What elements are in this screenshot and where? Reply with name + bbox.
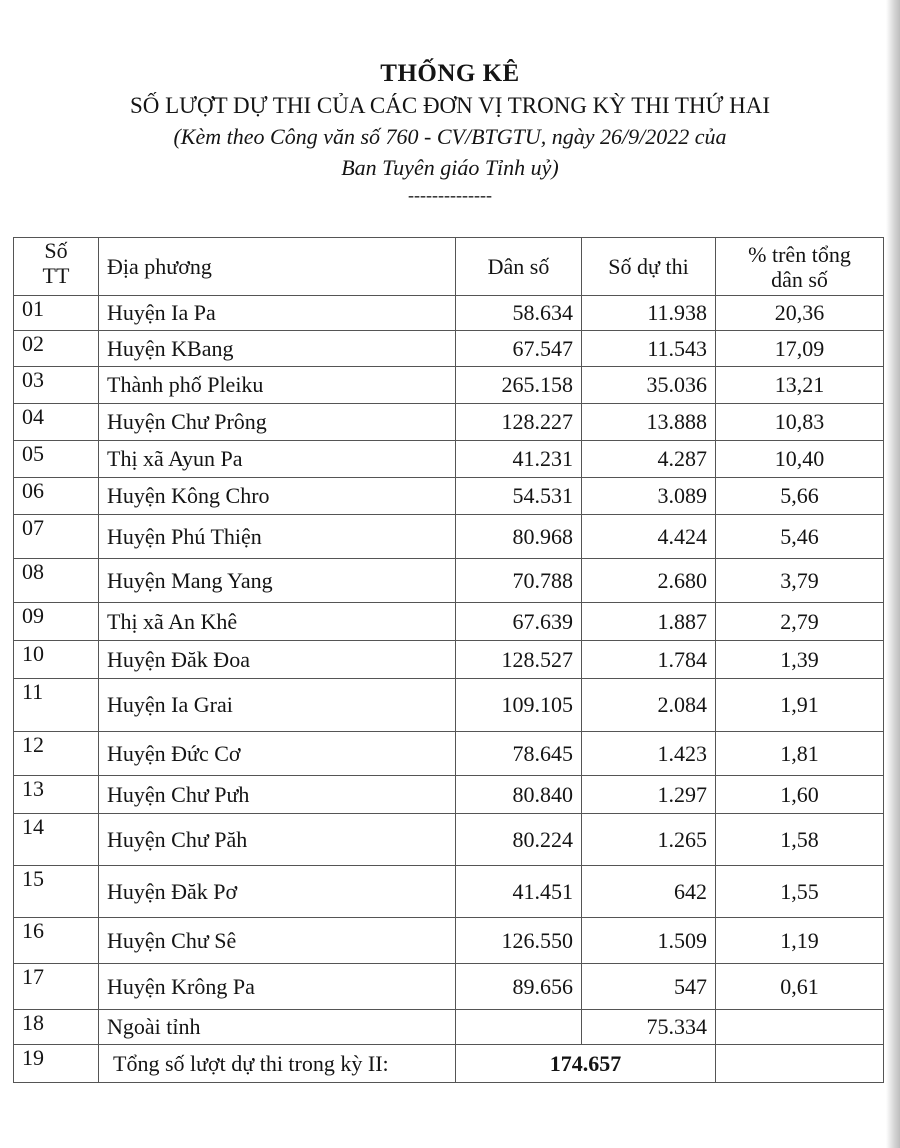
row-percent: 1,39 [716, 641, 884, 679]
row-participants: 1.297 [582, 776, 716, 814]
row-name: Huyện Ia Pa [99, 296, 456, 331]
table-row [14, 866, 884, 918]
header-separator: -------------- [408, 185, 492, 205]
row-name: Ngoài tỉnh [99, 1010, 456, 1045]
row-name: Huyện Chư Păh [99, 814, 456, 866]
row-participants: 642 [582, 866, 716, 918]
row-participants: 3.089 [582, 478, 716, 515]
row-percent: 2,79 [716, 603, 884, 641]
row-name: Huyện Phú Thiện [99, 515, 456, 559]
table-row [14, 776, 884, 814]
row-name: Huyện Đức Cơ [99, 732, 456, 776]
row-percent: 10,83 [716, 404, 884, 441]
row-stt: 14 [14, 814, 99, 866]
row-stt: 18 [14, 1010, 99, 1045]
row-percent: 17,09 [716, 331, 884, 367]
row-percent: 13,21 [716, 367, 884, 404]
column-header-percent-line-1: % trên tổng [748, 241, 851, 267]
row-population: 67.639 [456, 603, 582, 641]
row-percent: 5,66 [716, 478, 884, 515]
row-percent: 5,46 [716, 515, 884, 559]
row-stt: 05 [14, 441, 99, 478]
row-name: Huyện Mang Yang [99, 559, 456, 603]
row-percent: 1,19 [716, 918, 884, 964]
row-population: 265.158 [456, 367, 582, 404]
row-population [456, 1010, 582, 1045]
row-name: Huyện Kông Chro [99, 478, 456, 515]
row-participants: 2.084 [582, 679, 716, 732]
table-row [14, 441, 884, 478]
table-row [14, 296, 884, 331]
row-percent: 1,58 [716, 814, 884, 866]
row-percent: 10,40 [716, 441, 884, 478]
row-participants: 35.036 [582, 367, 716, 404]
row-population: 89.656 [456, 964, 582, 1010]
row-participants: 11.938 [582, 296, 716, 331]
row-population: 109.105 [456, 679, 582, 732]
column-header-stt-line-2: TT [42, 263, 70, 288]
table-row [14, 515, 884, 559]
table-row [14, 641, 884, 679]
row-name: Thị xã An Khê [99, 603, 456, 641]
table-row [14, 603, 884, 641]
row-population: 67.547 [456, 331, 582, 367]
row-stt: 09 [14, 603, 99, 641]
column-header-percent [716, 238, 884, 296]
row-population: 80.968 [456, 515, 582, 559]
table-header-row [14, 238, 884, 296]
row-percent: 1,60 [716, 776, 884, 814]
row-participants: 2.680 [582, 559, 716, 603]
row-stt: 10 [14, 641, 99, 679]
row-stt: 04 [14, 404, 99, 441]
row-name: Huyện Đăk Pơ [99, 866, 456, 918]
column-header-population: Dân số [456, 238, 582, 296]
row-stt: 16 [14, 918, 99, 964]
row-stt: 15 [14, 866, 99, 918]
column-header-name: Địa phương [99, 238, 456, 296]
row-population: 128.227 [456, 404, 582, 441]
row-population: 54.531 [456, 478, 582, 515]
row-percent [716, 1010, 884, 1045]
row-participants: 547 [582, 964, 716, 1010]
statistics-table [13, 237, 884, 1083]
document-header [0, 58, 900, 207]
row-stt: 07 [14, 515, 99, 559]
row-participants: 1.887 [582, 603, 716, 641]
row-stt: 12 [14, 732, 99, 776]
row-name: Huyện Krông Pa [99, 964, 456, 1010]
row-name: Thị xã Ayun Pa [99, 441, 456, 478]
table-row [14, 1010, 884, 1045]
row-percent: 0,61 [716, 964, 884, 1010]
reference-note-line-2: Ban Tuyên giáo Tỉnh uỷ) [341, 155, 559, 180]
table-row [14, 367, 884, 404]
row-stt: 02 [14, 331, 99, 367]
row-name: Huyện Đăk Đoa [99, 641, 456, 679]
total-row [14, 1045, 884, 1083]
row-name: Huyện KBang [99, 331, 456, 367]
total-stt: 19 [14, 1045, 99, 1083]
row-name: Huyện Chư Pưh [99, 776, 456, 814]
row-population: 80.840 [456, 776, 582, 814]
column-header-percent-line-2: dân số [771, 266, 828, 292]
total-label: Tổng số lượt dự thi trong kỳ II: [99, 1045, 456, 1083]
row-participants: 1.423 [582, 732, 716, 776]
total-value: 174.657 [456, 1045, 716, 1083]
row-population: 70.788 [456, 559, 582, 603]
row-stt: 13 [14, 776, 99, 814]
row-stt: 11 [14, 679, 99, 732]
row-participants: 1.265 [582, 814, 716, 866]
row-participants: 11.543 [582, 331, 716, 367]
total-empty-cell [716, 1045, 884, 1083]
row-stt: 03 [14, 367, 99, 404]
column-header-stt [14, 238, 99, 296]
column-header-participants: Số dự thi [582, 238, 716, 296]
row-participants: 1.784 [582, 641, 716, 679]
row-percent: 3,79 [716, 559, 884, 603]
row-participants: 13.888 [582, 404, 716, 441]
row-name: Huyện Chư Prông [99, 404, 456, 441]
row-population: 58.634 [456, 296, 582, 331]
table-row [14, 918, 884, 964]
row-population: 126.550 [456, 918, 582, 964]
row-population: 80.224 [456, 814, 582, 866]
row-percent: 1,81 [716, 732, 884, 776]
row-participants: 4.424 [582, 515, 716, 559]
row-percent: 1,55 [716, 866, 884, 918]
document-title: THỐNG KÊ [380, 60, 520, 87]
row-participants: 4.287 [582, 441, 716, 478]
table-body [14, 296, 884, 1045]
row-name: Huyện Chư Sê [99, 918, 456, 964]
table-row [14, 331, 884, 367]
row-percent: 20,36 [716, 296, 884, 331]
reference-note-line-1: (Kèm theo Công văn số 760 - CV/BTGTU, ngày 26/9/2022 của [173, 124, 727, 149]
row-stt: 08 [14, 559, 99, 603]
row-population: 41.451 [456, 866, 582, 918]
table-row [14, 732, 884, 776]
row-population: 41.231 [456, 441, 582, 478]
table-row [14, 679, 884, 732]
row-stt: 17 [14, 964, 99, 1010]
table-row [14, 404, 884, 441]
row-name: Thành phố Pleiku [99, 367, 456, 404]
row-participants: 1.509 [582, 918, 716, 964]
row-name: Huyện Ia Grai [99, 679, 456, 732]
row-population: 128.527 [456, 641, 582, 679]
table-row [14, 478, 884, 515]
row-percent: 1,91 [716, 679, 884, 732]
row-participants: 75.334 [582, 1010, 716, 1045]
table-row [14, 814, 884, 866]
row-stt: 01 [14, 296, 99, 331]
row-stt: 06 [14, 478, 99, 515]
table-row [14, 559, 884, 603]
document-subtitle: SỐ LƯỢT DỰ THI CỦA CÁC ĐƠN VỊ TRONG KỲ THI THỨ HAI [129, 93, 771, 118]
row-population: 78.645 [456, 732, 582, 776]
column-header-stt-line-1: Số [44, 238, 68, 263]
table-row [14, 964, 884, 1010]
